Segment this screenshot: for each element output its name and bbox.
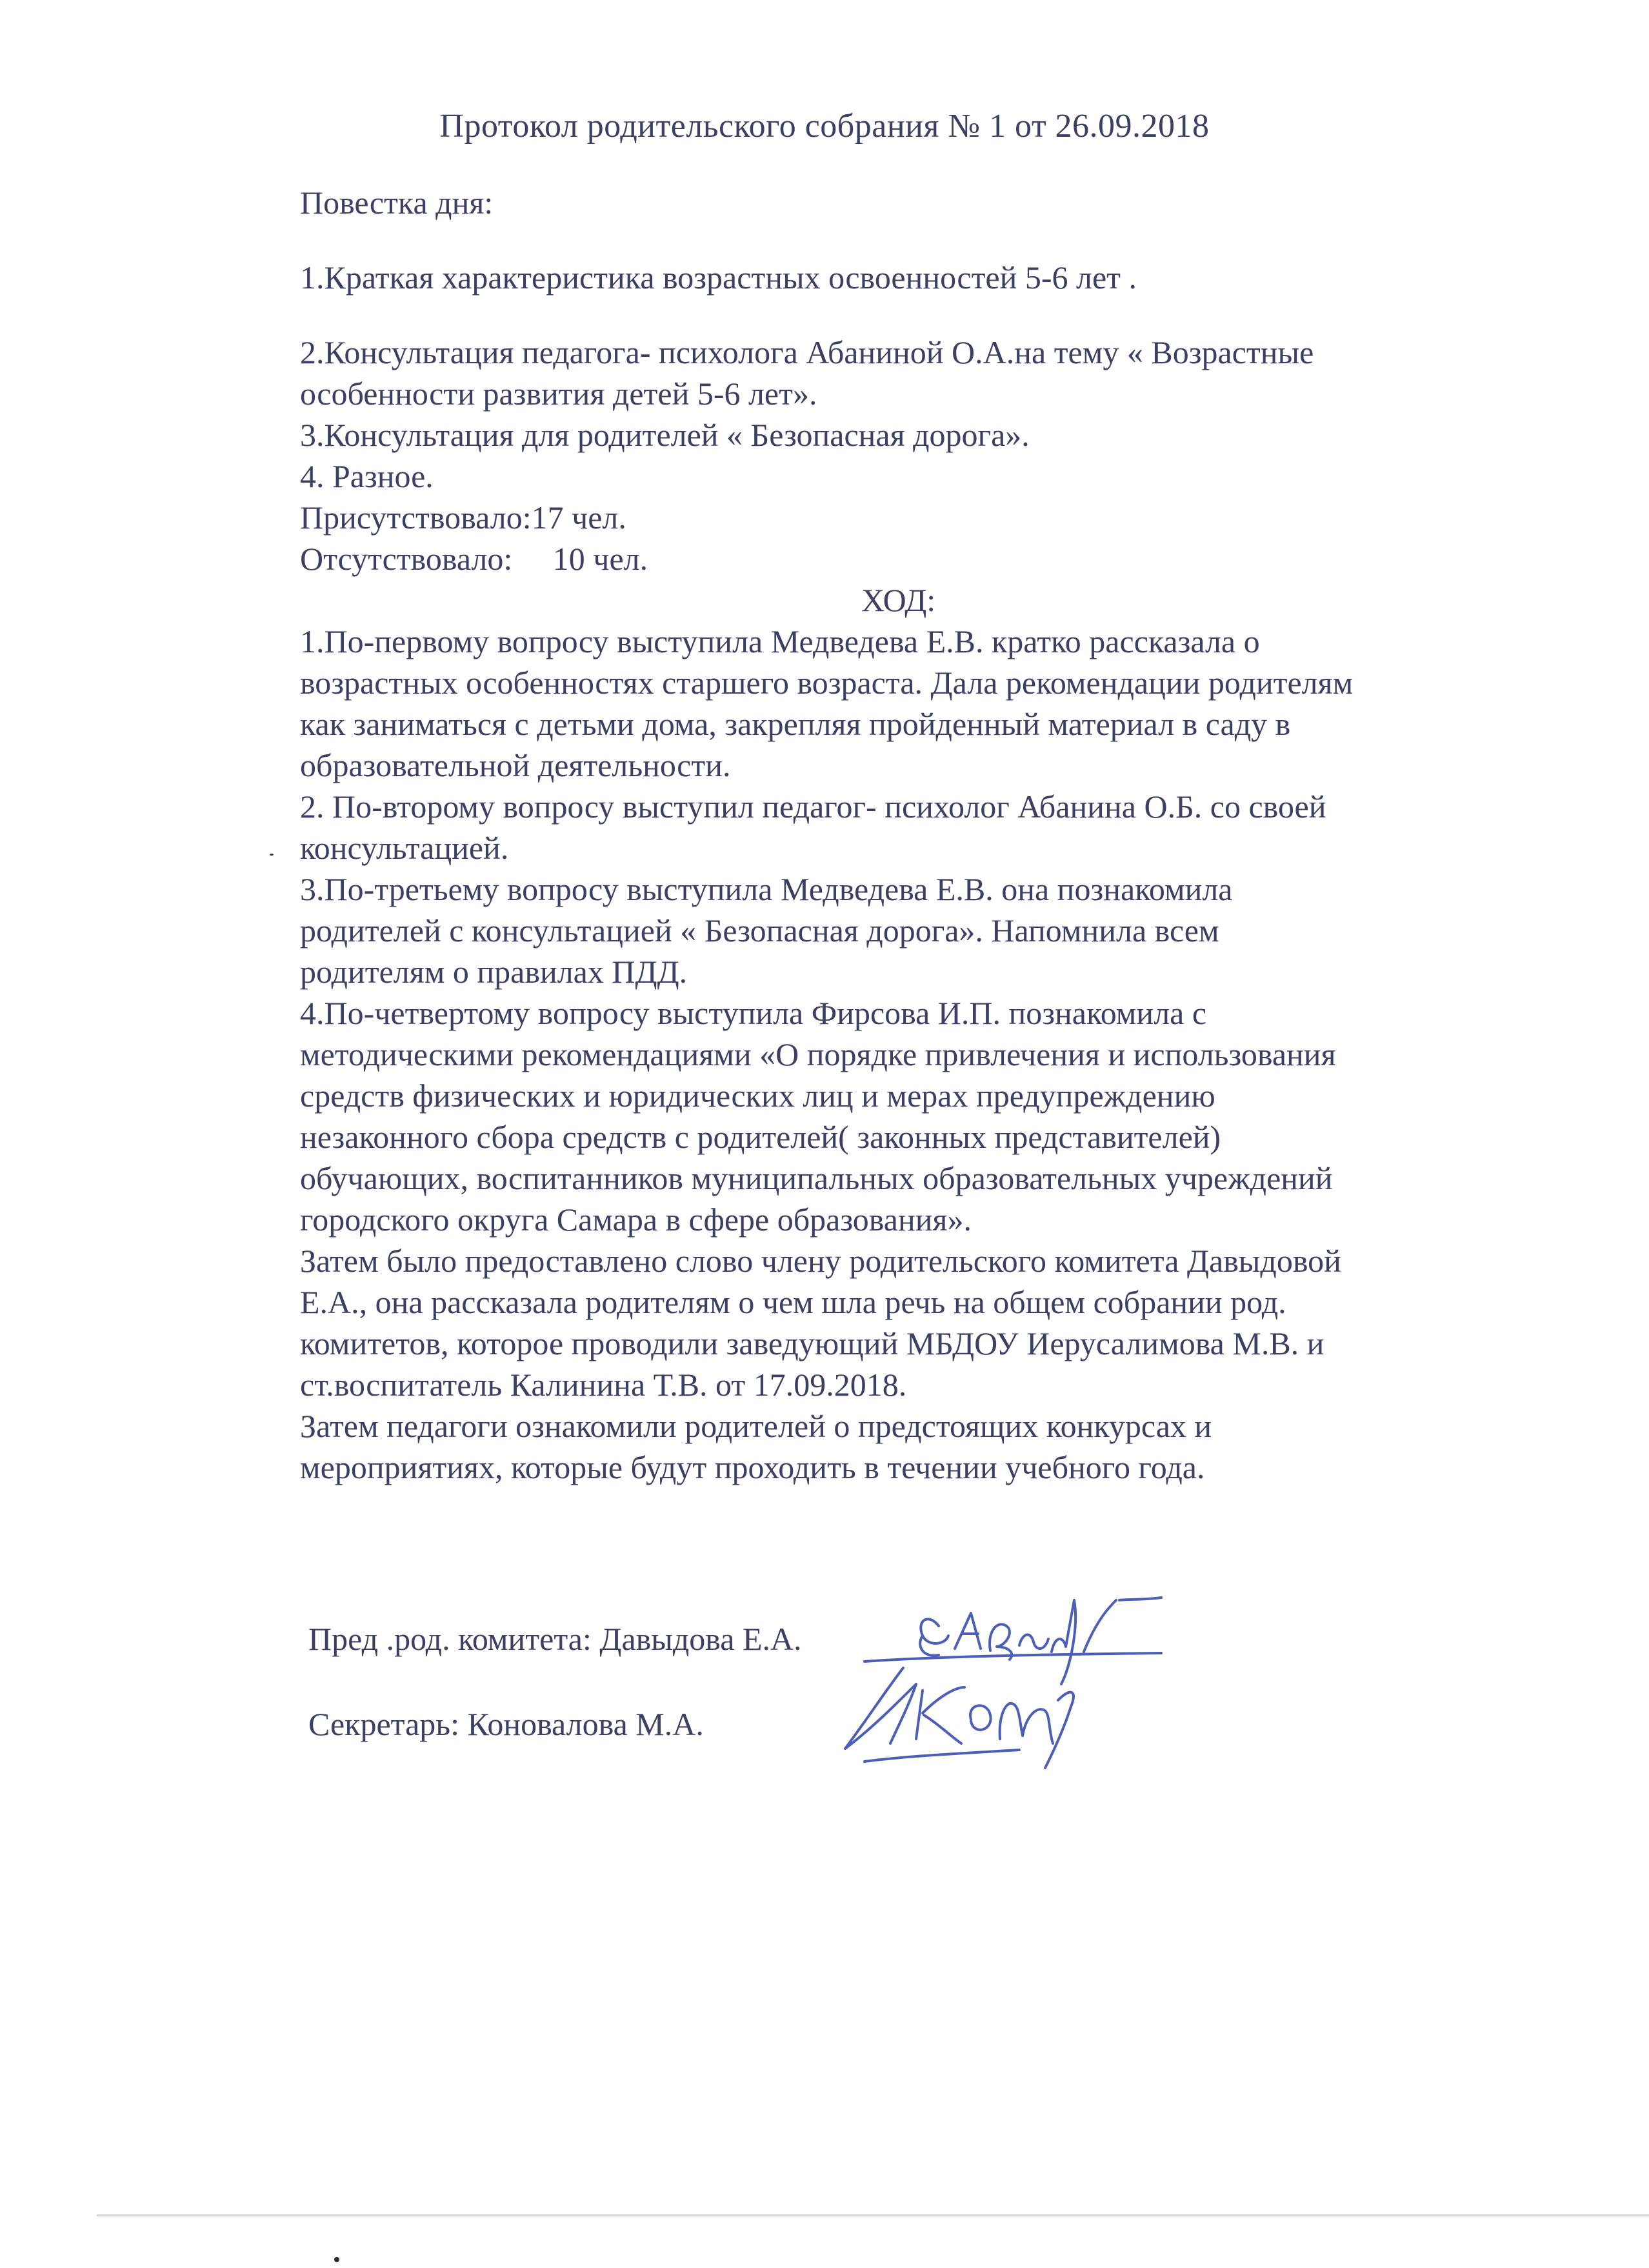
proceedings-line: как заниматься с детьми дома, закрепляя пройденный материал в саду в xyxy=(300,706,1291,742)
proceedings-line: 4.По-четвертому вопросу выступила Фирсова И.П. познакомила с xyxy=(300,995,1207,1031)
proceedings-line: Затем было предоставлено слово члену родительского комитета Давыдовой xyxy=(300,1243,1341,1279)
proceedings-line: возрастных особенностях старшего возраста. Дала рекомендации родителям xyxy=(300,665,1354,701)
agenda-item-4: 4. Разное. xyxy=(300,458,434,494)
proceedings-line: ст.воспитатель Калинина Т.В. от 17.09.2018. xyxy=(300,1367,907,1403)
agenda-item-3: 3.Консультация для родителей « Безопасная дорога». xyxy=(300,417,1030,453)
chair-signature-line: Пред .род. комитета: Давыдова Е.А. xyxy=(308,1621,802,1657)
proceedings-line: средств физических и юридических лиц и мерах предупреждению xyxy=(300,1078,1215,1114)
agenda-item-1: 1.Краткая характеристика возрастных освоенностей 5-6 лет . xyxy=(300,259,1137,296)
scan-speck xyxy=(334,2257,339,2262)
handwritten-signature-icon xyxy=(826,1574,1226,1781)
attendance-present: Присутствовало:17 чел. xyxy=(300,499,626,536)
scan-edge-line xyxy=(97,2214,1649,2216)
document-title: Протокол родительского собрания № 1 от 26.09.2018 xyxy=(439,108,1210,145)
proceedings-line: Е.А., она рассказала родителям о чем шла речь на общем собрании род. xyxy=(300,1284,1286,1320)
proceedings-line: родителям о правилах ПДД. xyxy=(300,954,688,990)
agenda-item-2-cont: особенности развития детей 5-6 лет». xyxy=(300,376,817,412)
proceedings-heading: ХОД: xyxy=(861,582,936,618)
scan-speck xyxy=(270,854,274,856)
attendance-absent: Отсутствовало: 10 чел. xyxy=(300,541,648,577)
document-body xyxy=(300,182,1577,1488)
proceedings-line: консультацией. xyxy=(300,830,509,866)
proceedings-line: комитетов, которое проводили заведующий МБДОУ Иерусалимова М.В. и xyxy=(300,1325,1324,1361)
proceedings-line: городского округа Самара в сфере образования». xyxy=(300,1201,972,1238)
proceedings-line: 3.По-третьему вопросу выступила Медведева Е.В. она познакомила xyxy=(300,871,1233,907)
proceedings-line: обучающих, воспитанников муниципальных образовательных учреждений xyxy=(300,1160,1333,1196)
proceedings-line: мероприятиях, которые будут проходить в течении учебного года. xyxy=(300,1449,1205,1485)
agenda-item-2: 2.Консультация педагога- психолога Абаниной О.А.на тему « Возрастные xyxy=(300,334,1314,370)
proceedings-line: незаконного сбора средств с родителей( законных представителей) xyxy=(300,1119,1221,1155)
proceedings-line: образовательной деятельности. xyxy=(300,747,731,783)
proceedings-line: методическими рекомендациями «О порядке привлечения и использования xyxy=(300,1036,1336,1072)
secretary-signature-line: Секретарь: Коновалова М.А. xyxy=(308,1706,704,1742)
proceedings-line: 2. По-второму вопросу выступил педагог- психолог Абанина О.Б. со своей xyxy=(300,788,1326,825)
agenda-heading: Повестка дня: xyxy=(300,185,494,221)
proceedings-line: родителей с консультацией « Безопасная дорога». Напомнила всем xyxy=(300,912,1219,948)
proceedings-line: 1.По-первому вопросу выступила Медведева Е.В. кратко рассказала о xyxy=(300,623,1260,659)
proceedings-line: Затем педагоги ознакомили родителей о предстоящих конкурсах и xyxy=(300,1408,1212,1444)
